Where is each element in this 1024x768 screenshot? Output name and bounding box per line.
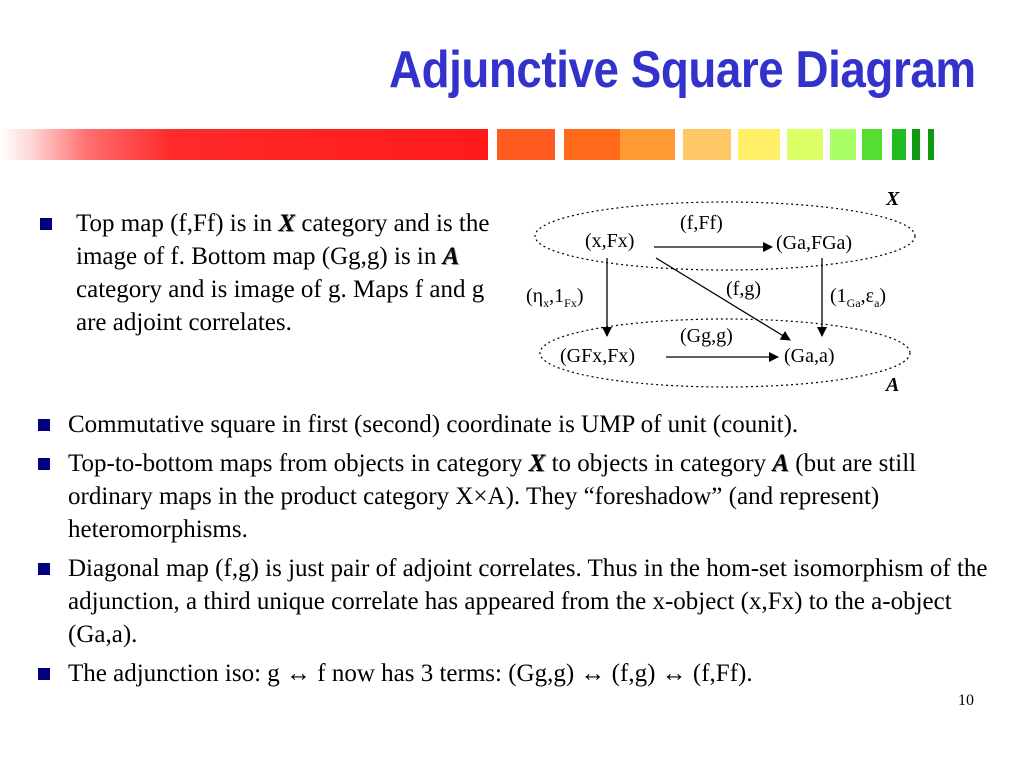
bullet-list [32,408,1002,696]
list-item [32,657,1002,690]
list-item-text: The adjunction iso: g ↔ f now has 3 terms: (Gg,g) ↔ (f,g) ↔ (f,Ff). [68,660,753,687]
category-x-tag: X [886,188,900,210]
map-label-epsilon: $(1_{Ga},\varepsilon_a)$ [830,285,887,310]
decor-square-9 [892,129,906,160]
map-label-fg: (f,g) [726,278,761,300]
decor-square-11 [928,129,934,160]
decor-square-5 [738,129,780,160]
adjunctive-square-diagram [520,180,920,400]
top-bullet [40,207,510,339]
list-item-text: Top-to-bottom maps from objects in category X to objects in category A (but are still ordinary maps in the product category X×A). They “foreshadow” (and represent) heteromorphisms. [68,450,917,543]
category-a-label: A [442,243,460,270]
page-number: 10 [958,692,974,709]
category-a-tag: A [886,374,900,396]
map-label-Ggg: (Gg,g) [680,325,733,347]
object-Gaa: (Ga,a) [784,345,835,367]
object-xFx: (x,Fx) [585,230,635,252]
decor-square-1 [497,129,555,160]
bullet-marker [38,419,50,431]
bullet-marker [38,563,50,575]
map-label-eta: $(\eta_x,1_{Fx})$ [526,285,584,310]
decor-square-10 [912,129,920,160]
decor-square-2 [564,129,622,160]
decor-square-3 [620,129,675,160]
category-x-label: X [278,210,296,237]
decor-square-7 [830,129,856,160]
bullet-marker [38,668,50,680]
list-item [32,408,1002,441]
list-item-text: Diagonal map (f,g) is just pair of adjoint correlates. Thus in the hom-set isomorphism of the adjunction, a third unique correlate has appeared from the x-object (x,Fx) to the a-object (Ga,a). [68,555,988,648]
decor-square-4 [683,129,731,160]
category-x-label: X [528,450,546,477]
bullet-marker [40,218,52,230]
object-GaFGa: (Ga,FGa) [776,232,853,254]
list-item-text: Commutative square in first (second) coordinate is UMP of unit (counit). [68,411,799,438]
decor-square-8 [862,129,882,160]
list-item [32,447,1002,546]
object-GFxFx: (GFx,Fx) [560,345,636,367]
category-a-label: A [772,450,790,477]
top-bullet-text: Top map (f,Ff) is in X category and is the image of f. Bottom map (Gg,g) is in A category and is image of g. Maps f and g are adjoint correlates. [76,210,490,336]
map-label-fFf: (f,Ff) [680,212,723,234]
slide-title: Adjunctive Square Diagram [389,41,976,99]
decor-red-bar [0,129,488,160]
bullet-marker [38,458,50,470]
list-item [32,552,1002,651]
decor-square-6 [787,129,823,160]
